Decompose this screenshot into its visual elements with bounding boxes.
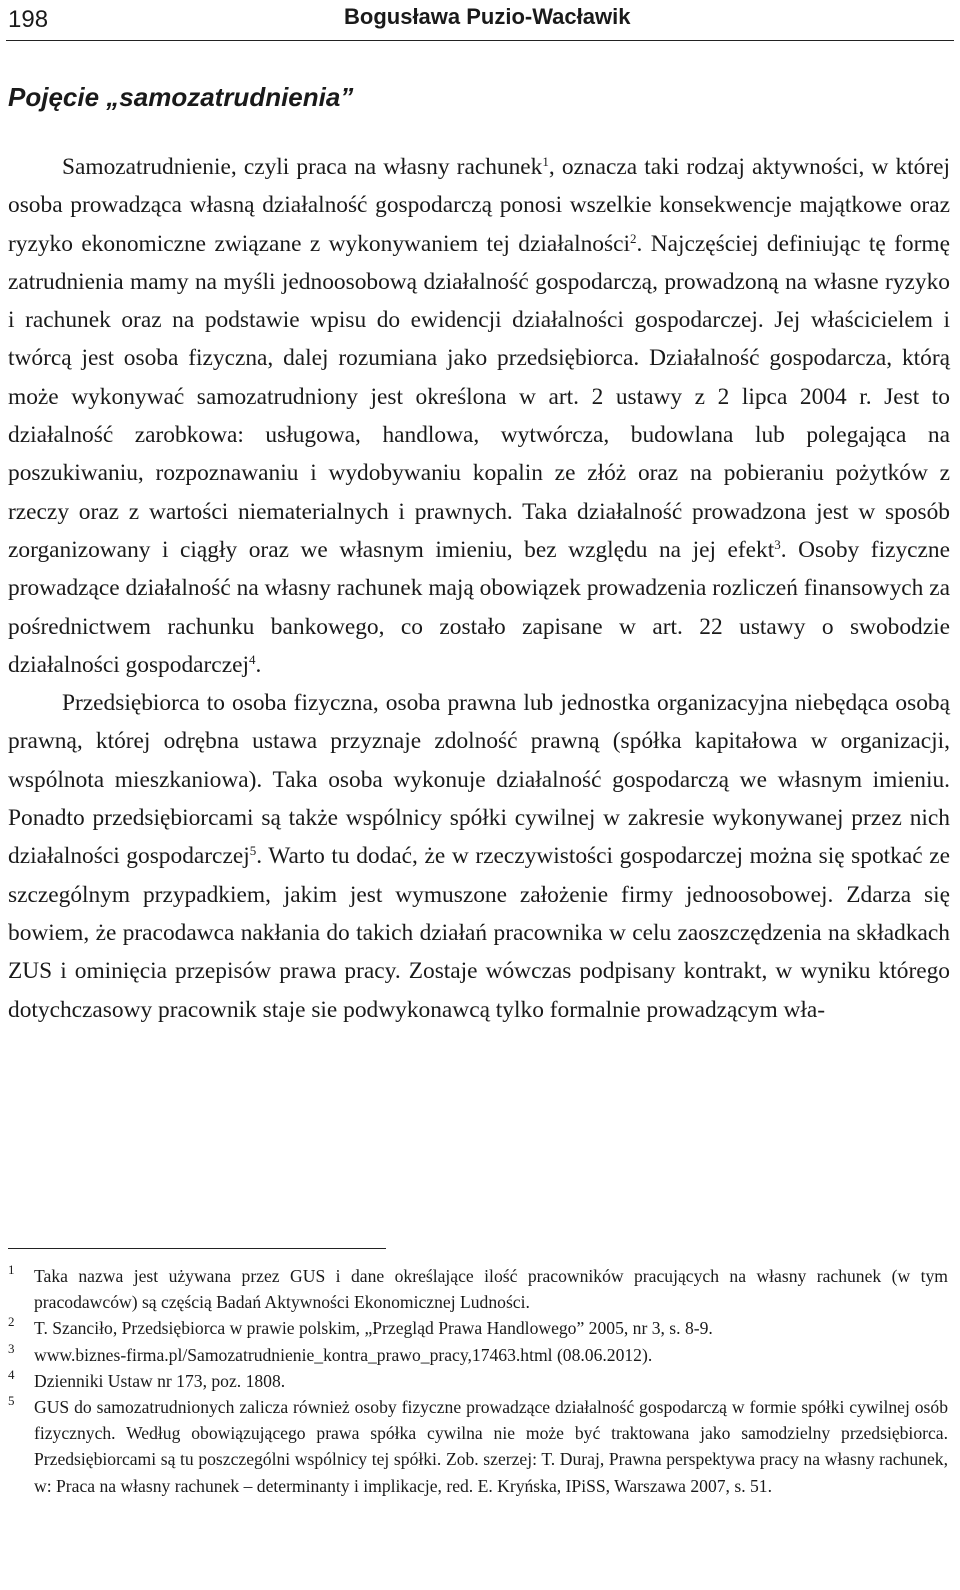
footnote-link[interactable]: www.biznes-firma.pl/Samozatrudnienie_kontra_prawo_pracy,17463.html (08.06.2012). — [34, 1344, 653, 1365]
footnote — [8, 1342, 948, 1368]
paragraph — [8, 684, 950, 1029]
footnotes — [8, 1263, 948, 1499]
footnote-reference[interactable]: 4 — [248, 651, 256, 667]
footnote-text: GUS do samozatrudnionych zalicza również osoby fizyczne prowadzące działalność gospodarczą w formie spółki cywilnej osób fizycznych. Według obowiązującego prawa spółka cywilna nie może być traktowana jako samodzielny przedsiębiorca. Przedsiębiorcami są tu poszczególni wspólnicy tej spółki. Zob. szerzej: T. Duraj, Prawna perspektywa pracy na własny rachunek, w: Praca na własny rachunek – determinanty i implikacje, red. E. Kryńska, IPiSS, Warszawa 2007, s. 51. — [34, 1397, 948, 1496]
footnote — [8, 1368, 948, 1394]
running-head-author: Bogusława Puzio-Wacławik — [344, 4, 631, 29]
footnote-number: 3 — [8, 1340, 15, 1356]
text-segment: . Warto tu dodać, że w rzeczywistości gospodarczej można się spotkać ze szczególnym przypadkiem, jakim jest wymuszone założenie firmy jednoosobowej. Zdarza się bowiem, że pracodawca nakłania do takich działań pracownika w celu zaoszczędzenia na składkach ZUS i ominięcia przepisów prawa pracy. Zostaje wówczas podpisany kontrakt, w wyniku którego dotychczasowy pracownik staje sie podwykonawcą tylko formalnie prowadzącym wła- — [8, 843, 950, 1023]
footnote-number: 5 — [8, 1393, 15, 1409]
text-segment: Przedsiębiorca to osoba fizyczna, osoba prawna lub jednostka organizacyjna niebędąca osobą prawną, której odrębna ustawa przyznaje zdolność prawną (spółka kapitałowa w organizacji, wspólnota mieszkaniowa). Taka osoba wykonuje działalność gospodarczą we własnym imieniu. Ponadto przedsiębiorcami są także wspólnicy spółki cywilnej w zakresie wykonywanej przez nich działalności gospodarczej — [8, 690, 950, 870]
text-segment: , oznacza taki rodzaj aktywności, w której osoba prowadząca własną działalność gospodarczą ponosi wszelkie konsekwencje majątkowe oraz ryzyko ekonomiczne związane z wykonywaniem tej działalności — [8, 154, 951, 257]
text-segment: . Najczęściej definiując tę formę zatrudnienia mamy na myśli jednoosobową działalność gospodarczą, prowadzoną na własne ryzyko i rachunek oraz na podstawie wpisu do ewidencji działalności gospodarczej. Jej właścicielem i twórcą jest osoba fizyczna, dalej rozumiana jako przedsiębiorca. Działalność gospodarcza, którą może wykonywać samozatrudniony jest określona w art. 2 ustawy z 2 lipca 2004 r. Jest to działalność zarobkowa: usługowa, handlowa, wytwórcza, budowlana lub polegająca na poszukiwaniu, rozpoznawaniu i wydobywaniu kopalin ze złóż oraz na pobieraniu pożytków z rzeczy oraz z wartości niematerialnych i prawnych. Taka działalność prowadzona jest w sposób zorganizowany i ciągły oraz we własnym imieniu, bez względu na jej efekt — [8, 230, 950, 563]
footnote-text: T. Szanciło, Przedsiębiorca w prawie polskim, „Przegląd Prawa Handlowego” 2005, nr 3, s. 8-9. — [34, 1318, 713, 1339]
paragraph — [8, 148, 950, 684]
footnote-text: Dzienniki Ustaw nr 173, poz. 1808. — [34, 1370, 286, 1391]
text-segment: Samozatrudnienie, czyli praca na własny rachunek — [62, 154, 543, 180]
footnote — [8, 1315, 948, 1341]
body-text — [8, 148, 950, 1029]
page-header — [6, 0, 954, 41]
footnote-reference[interactable]: 1 — [542, 154, 549, 169]
footnote-separator — [8, 1248, 386, 1249]
footnote-number: 2 — [8, 1314, 15, 1330]
text-segment: . — [255, 651, 262, 678]
text-segment: . Osoby fizyczne prowadzące działalność na własny rachunek mają obowiązek prowadzenia rozliczeń finansowych za pośrednictwem rachunku bankowego, co zostało zapisane w art. 22 ustawy o swobodzie działalności gospodarczej — [8, 536, 950, 678]
page-number: 198 — [8, 6, 49, 33]
footnote-text: Taka nazwa jest używana przez GUS i dane określające ilość pracowników pracujących na własny rachunek (w tym pracodawców) są częścią Badań Aktywności Ekonomicznej Ludności. — [34, 1266, 948, 1313]
footnote — [8, 1394, 948, 1499]
footnote-reference[interactable]: 3 — [774, 536, 781, 552]
footnote — [8, 1263, 948, 1315]
footnote-reference[interactable]: 5 — [249, 843, 257, 859]
footnote-reference[interactable]: 2 — [629, 230, 637, 246]
footnote-number: 1 — [8, 1262, 15, 1277]
section-title: Pojęcie „samozatrudnienia” — [8, 82, 354, 112]
footnote-number: 4 — [8, 1366, 15, 1382]
